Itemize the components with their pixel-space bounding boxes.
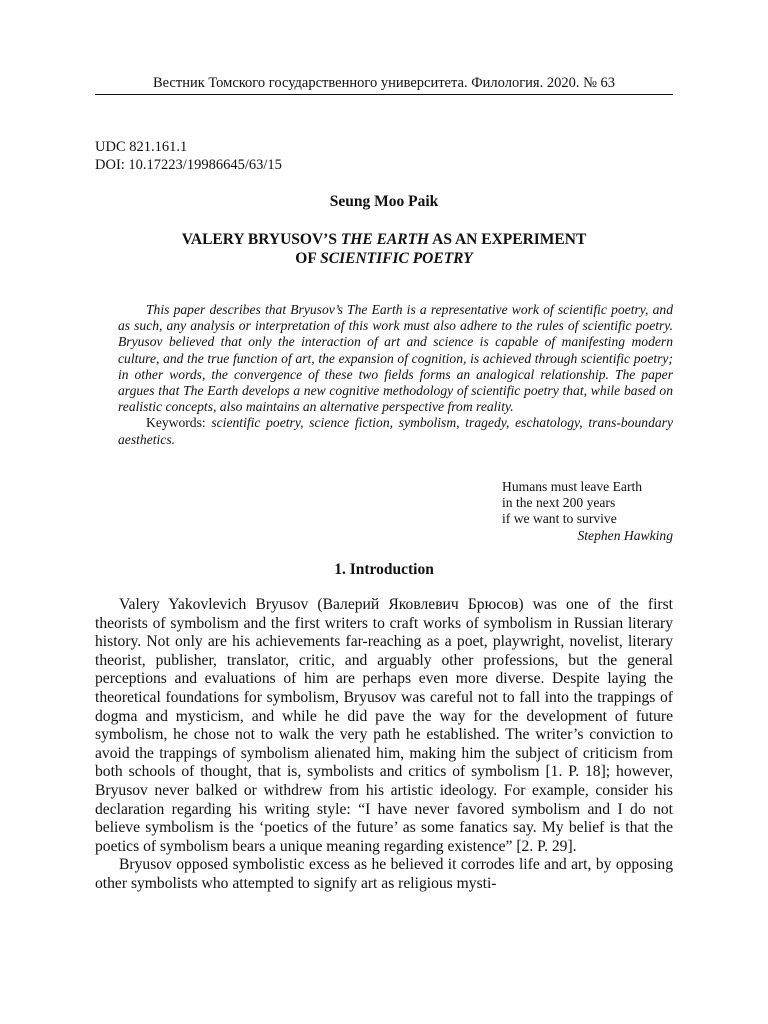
body-paragraph: Valery Yakovlevich Bryusov (Валерий Яковлевич Брюсов) was one of the first theorists of symbolism and the first writers to craft works of symbolism in Russian literary history. Not only are his achievements far-reaching as a poet, playwright, novelist, literary theorist, publisher, translator, critic, and arguably other professions, but the general perceptions and evaluations of him are perhaps even more diverse. Despite laying the theoretical foundations for symbolism, Bryusov was careful not to fall into the trappings of dogma and mysticism, and while he did pave the way for the development of future symbolism, he chose not to walk the very path he established. The writer’s conviction to avoid the trappings of symbolism alienated him, making him the subject of criticism from both schools of thought, that is, symbolists and critics of symbolism [1. P. 18]; however, Bryusov never balked or withdrew from his artistic ideology. For example, consider his declaration regarding his writing style: “I have never favored symbolism and I do not believe symbolism is the ‘poetics of the future’ as some fanatics say. My belief is that the poetics of symbolism bears a unique meaning regarding existence” [2. P. 29]. <box>95 596 673 855</box>
body-paragraph: Bryusov opposed symbolistic excess as he believed it corrodes life and art, by opposing other symbolists who attempted to signify art as religious mysti- <box>95 856 673 892</box>
title-italic-part: THE EARTH <box>340 231 430 248</box>
epigraph-attribution: Stephen Hawking <box>577 527 673 543</box>
title-part: VALERY BRYUSOV’S <box>181 231 341 248</box>
title-line-2 <box>95 249 673 268</box>
journal-running-header: Вестник Томского государственного университета. Филология. 2020. № 63 <box>152 75 616 91</box>
article-metadata <box>95 138 282 174</box>
header-rule <box>95 94 673 95</box>
article-title <box>95 230 673 268</box>
epigraph-line: in the next 200 years <box>502 495 616 511</box>
udc-code: UDC 821.161.1 <box>95 139 188 155</box>
keywords-label: Keywords: <box>146 415 212 431</box>
epigraph-line: if we want to survive <box>502 511 617 527</box>
keywords <box>118 415 673 447</box>
author-name: Seung Moo Paik <box>329 193 439 210</box>
title-line-1 <box>95 230 673 249</box>
title-italic-part: SCIENTIFIC POETRY <box>320 250 473 267</box>
title-part: AS AN EXPERIMENT <box>429 231 587 248</box>
doi: DOI: 10.17223/19986645/63/15 <box>95 157 282 173</box>
section-heading: 1. Introduction <box>334 561 434 578</box>
body-text <box>95 596 673 894</box>
abstract <box>118 302 673 448</box>
abstract-text: This paper describes that Bryusov’s The Earth is a representative work of scientific poetry, and as such, any analysis or interpretation of this work must also adhere to the rules of scientific poetry. Bryusov believed that only the interaction of art and science is capable of manifesting modern culture, and the true function of art, the expansion of cognition, is achieved through scientific poetry; in other words, the convergence of these two fields forms an analogical relationship. The paper argues that The Earth develops a new cognitive methodology of scientific poetry that, while based on realistic concepts, also maintains an alternative perspective from reality. <box>118 302 673 415</box>
title-part: OF <box>295 250 321 267</box>
epigraph <box>502 479 673 544</box>
epigraph-line: Humans must leave Earth <box>502 479 643 494</box>
keywords-list: scientific poetry, science fiction, symbolism, tragedy, eschatology, trans-boundary aesthetics. <box>118 415 673 447</box>
